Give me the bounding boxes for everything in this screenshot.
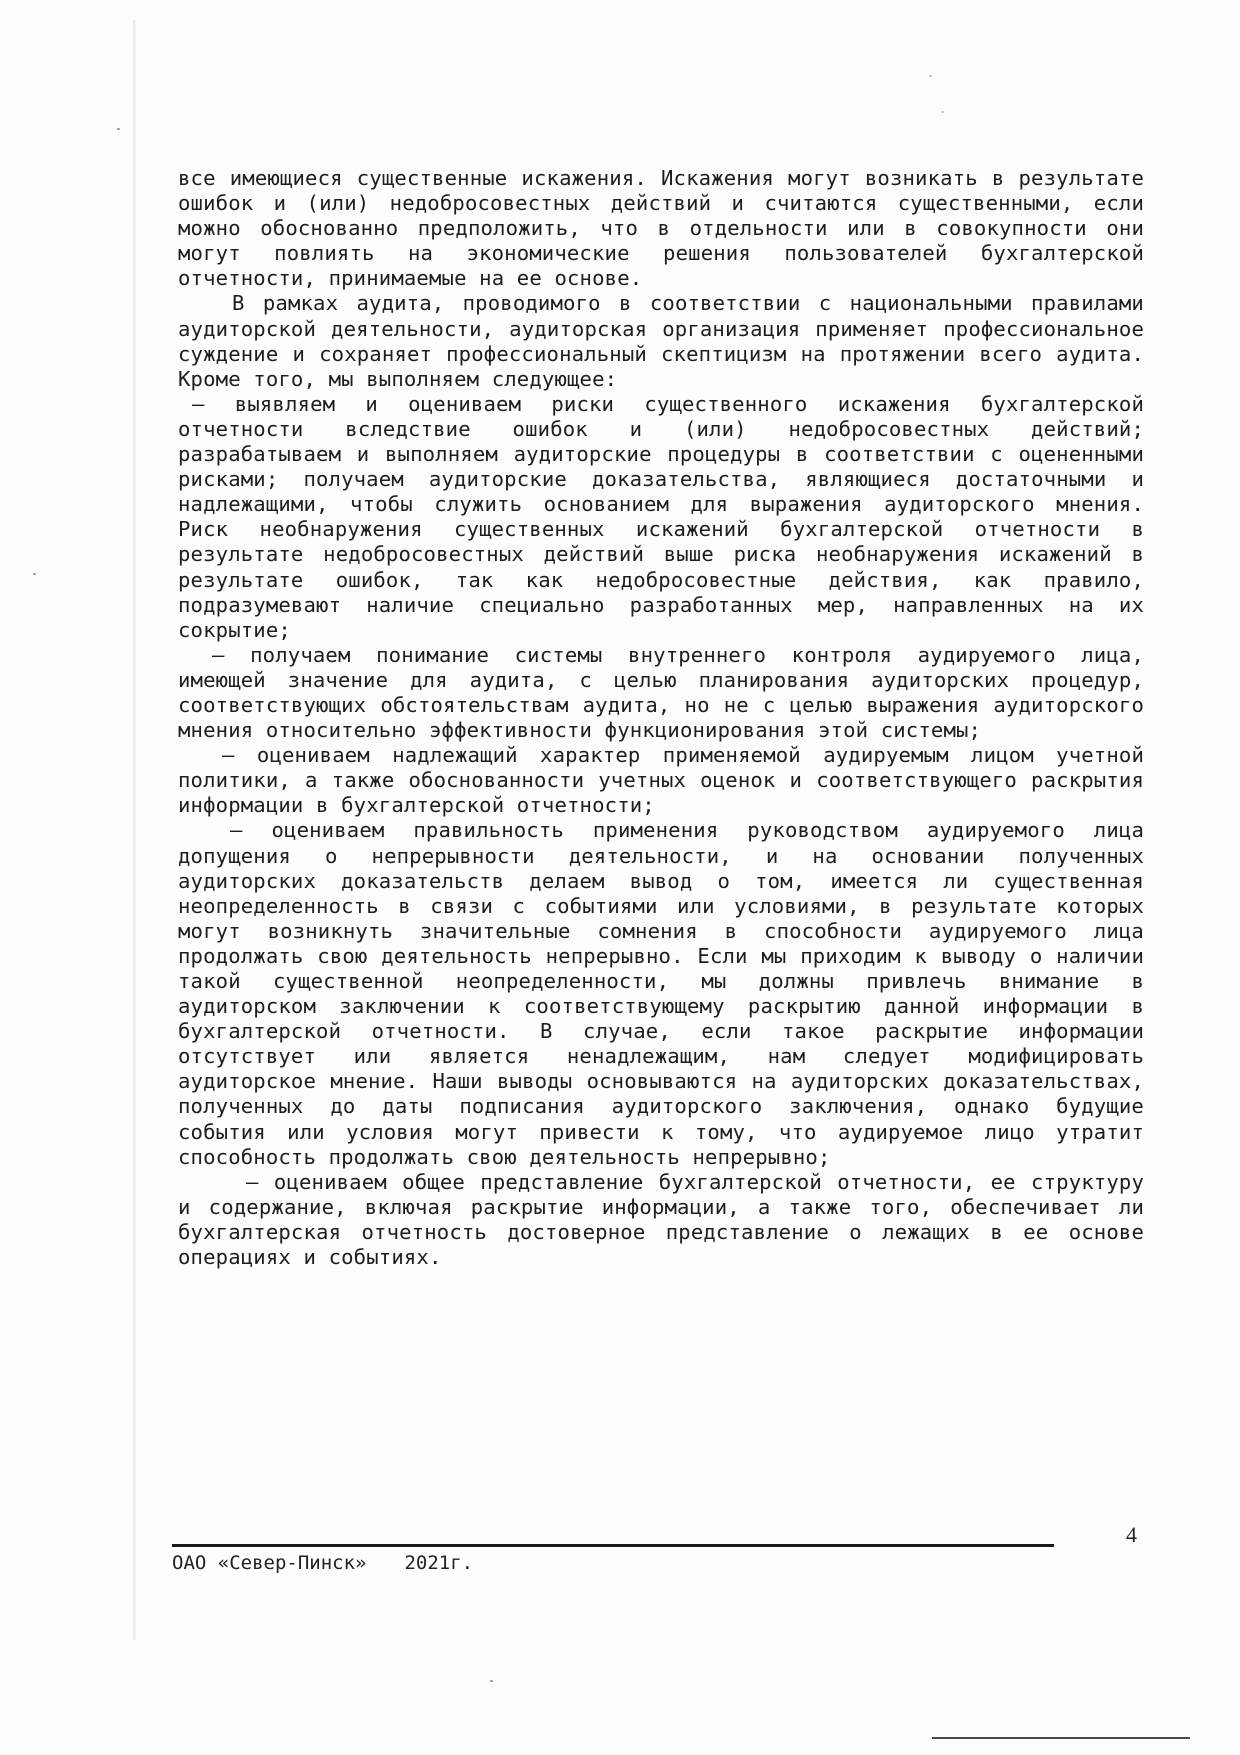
footer-divider: [172, 1544, 1054, 1547]
scan-speck: [33, 573, 36, 575]
scan-speck: [929, 75, 932, 77]
document-body: [178, 166, 1144, 1270]
scan-bottom-line: [932, 1737, 1190, 1739]
footer-year: 2021г.: [404, 1552, 474, 1574]
scan-speck: [117, 128, 120, 130]
paragraph-audit-scope: В рамках аудита, проводимого в соответствии с национальными правилами аудиторской деятельности, аудиторская организация применяет профессиональное суждение и сохраняет профессиональный скептицизм на протяжении всего аудита. Кроме того, мы выполняем следующее:: [178, 291, 1144, 391]
page-footer: [172, 1552, 473, 1574]
scan-binding-shadow: [133, 20, 136, 1640]
list-item-internal-control: – получаем понимание системы внутреннего контроля аудируемого лица, имеющей значение для аудита, с целью планирования аудиторских процедур, соответствующих обстоятельствам аудита, но не с целью выражения аудиторского мнения относительно эффективности функционирования этой системы;: [178, 642, 1144, 743]
list-item-overall-presentation: – оцениваем общее представление бухгалтерской отчетности, ее структуру и содержание, включая раскрытие информации, а также того, обеспечивает ли бухгалтерская отчетность достоверное представление о лежащих в ее основе операциях и событиях.: [178, 1169, 1144, 1270]
list-item-identify-risks: – выявляем и оцениваем риски существенного искажения бухгалтерской отчетности вследствие ошибок и (или) недобросовестных действий; разрабатываем и выполняем аудиторские процедуры в соответствии с оцененными рисками; получаем аудиторские доказательства, являющиеся достаточными и надлежащими, чтобы служить основанием для выражения аудиторского мнения. Риск необнаружения существенных искажений бухгалтерской отчетности в результате недобросовестных действий выше риска необнаружения искажений в результате ошибок, так как недобросовестные действия, как правило, подразумевают наличие специально разработанных мер, направленных на их сокрытие;: [178, 391, 1144, 642]
list-item-accounting-policy: – оцениваем надлежащий характер применяемой аудируемым лицом учетной политики, а также обоснованности учетных оценок и соответствующего раскрытия информации в бухгалтерской отчетности;: [178, 743, 1144, 818]
footer-company: ОАО «Север-Пинск»: [172, 1552, 367, 1574]
page-number: 4: [1126, 1522, 1137, 1547]
list-item-going-concern: – оцениваем правильность применения руководством аудируемого лица допущения о непрерывности деятельности, и на основании полученных аудиторских доказательств делаем вывод о том, имеется ли существенная неопределенность в связи с событиями или условиями, в результате которых могут возникнуть значительные сомнения в способности аудируемого лица продолжать свою деятельность непрерывно. Если мы приходим к выводу о наличии такой существенной неопределенности, мы должны привлечь внимание в аудиторском заключении к соответствующему раскрытию данной информации в бухгалтерской отчетности. В случае, если такое раскрытие информации отсутствует или является ненадлежащим, нам следует модифицировать аудиторское мнение. Наши выводы основываются на аудиторских доказательствах, полученных до даты подписания аудиторского заключения, однако будущие события или условия могут привести к тому, что аудируемое лицо утратит способность продолжать свою деятельность непрерывно;: [178, 818, 1144, 1169]
scan-speck: [490, 1680, 493, 1682]
scan-speck: [941, 111, 944, 113]
paragraph-misstatements: все имеющиеся существенные искажения. Искажения могут возникать в результате ошибок и (или) недобросовестных действий и считаются существенными, если можно обоснованно предположить, что в отдельности или в совокупности они могут повлиять на экономические решения пользователей бухгалтерской отчетности, принимаемые на ее основе.: [178, 166, 1144, 291]
